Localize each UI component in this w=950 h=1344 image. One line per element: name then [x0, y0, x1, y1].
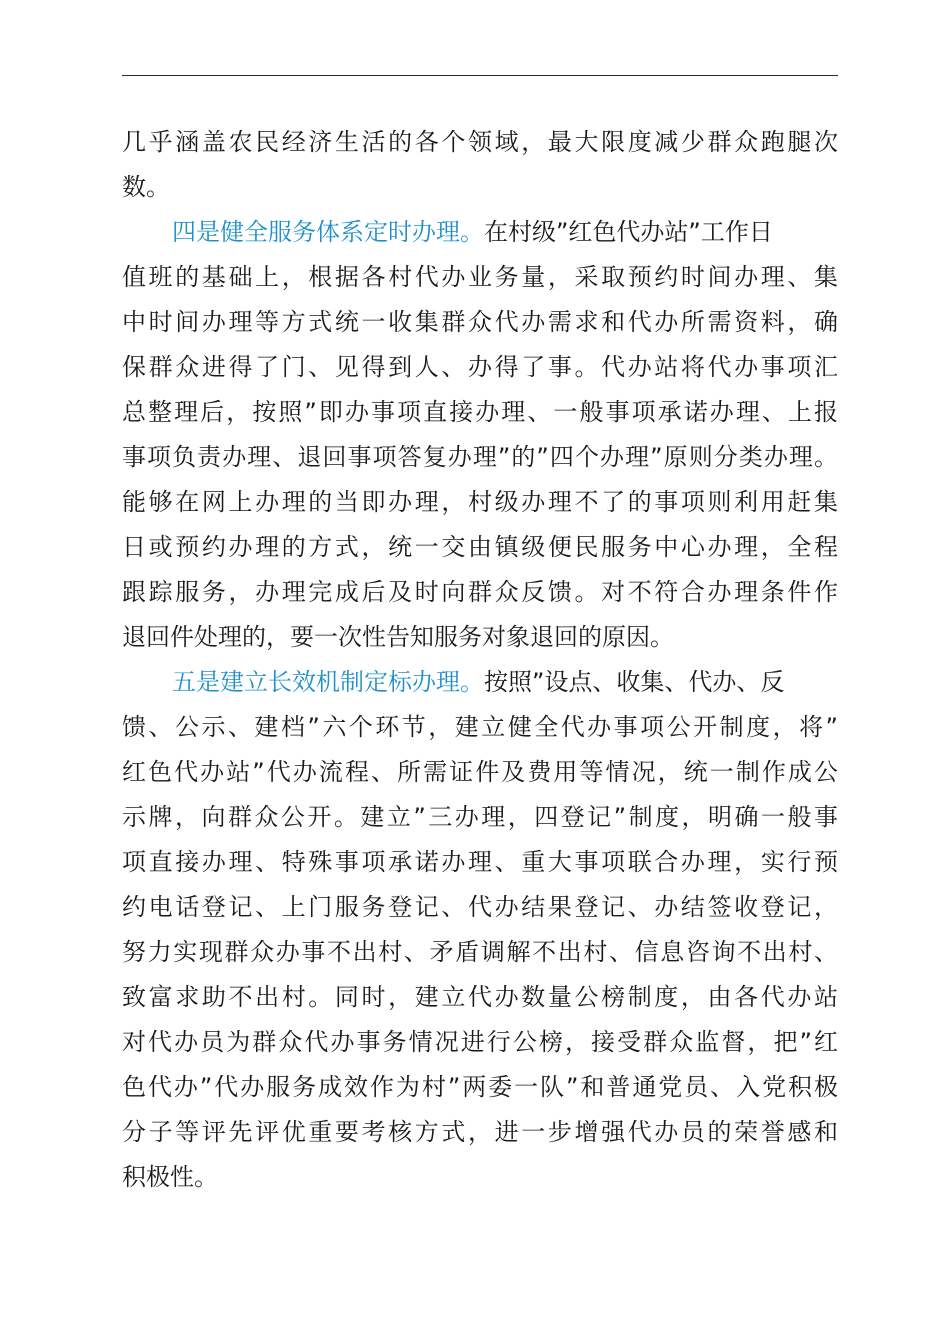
text-line: 退回件处理的，要一次性告知服务对象退回的原因。	[122, 623, 674, 651]
text-line: 努力实现群众办事不出村、矛盾调解不出村、信息咨询不出村、	[122, 938, 838, 966]
text-line: 跟踪服务，办理完成后及时向群众反馈。对不符合办理条件作	[122, 578, 838, 606]
text-line: 项直接办理、特殊事项承诺办理、重大事项联合办理，实行预	[122, 848, 838, 876]
paragraph-first-line	[122, 210, 838, 255]
text-line: 对代办员为群众代办事务情况进行公榜，接受群众监督，把”红	[122, 1028, 838, 1056]
text-line: 总整理后，按照”即办事项直接办理、一般事项承诺办理、上报	[122, 398, 838, 426]
section-heading: 五是建立长效机制定标办理。	[172, 668, 484, 696]
text-line: 红色代办站”代办流程、所需证件及费用等情况，统一制作成公	[122, 758, 838, 786]
text-line: 保群众进得了门、见得到人、办得了事。代办站将代办事项汇	[122, 353, 838, 381]
header-rule	[122, 75, 838, 76]
text-run: 在村级”红色代办站”工作日	[484, 218, 773, 246]
document-body	[122, 120, 838, 1200]
text-line: 值班的基础上，根据各村代办业务量，采取预约时间办理、集	[122, 263, 838, 291]
text-run: 按照”设点、收集、代办、反	[484, 668, 785, 696]
text-line: 数。	[122, 173, 170, 201]
text-line: 分子等评先评优重要考核方式，进一步增强代办员的荣誉感和	[122, 1118, 838, 1146]
paragraph-five	[122, 660, 838, 1200]
section-heading: 四是健全服务体系定时办理。	[172, 218, 484, 246]
text-line: 积极性。	[122, 1163, 218, 1191]
text-line: 致富求助不出村。同时，建立代办数量公榜制度，由各代办站	[122, 983, 838, 1011]
text-line: 约电话登记、上门服务登记、代办结果登记、办结签收登记，	[122, 893, 838, 921]
paragraph-continuation	[122, 120, 838, 210]
text-line: 馈、公示、建档”六个环节，建立健全代办事项公开制度，将”	[122, 713, 838, 741]
text-line: 示牌，向群众公开。建立”三办理，四登记”制度，明确一般事	[122, 803, 838, 831]
text-line: 事项负责办理、退回事项答复办理”的”四个办理”原则分类办理。	[122, 443, 838, 471]
text-line: 日或预约办理的方式，统一交由镇级便民服务中心办理，全程	[122, 533, 838, 561]
text-line: 色代办”代办服务成效作为村”两委一队”和普通党员、入党积极	[122, 1073, 838, 1101]
text-line: 中时间办理等方式统一收集群众代办需求和代办所需资料，确	[122, 308, 838, 336]
paragraph-first-line	[122, 660, 838, 705]
text-line: 能够在网上办理的当即办理，村级办理不了的事项则利用赶集	[122, 488, 838, 516]
text-line: 几乎涵盖农民经济生活的各个领域，最大限度减少群众跑腿次	[122, 128, 838, 156]
paragraph-four	[122, 210, 838, 660]
